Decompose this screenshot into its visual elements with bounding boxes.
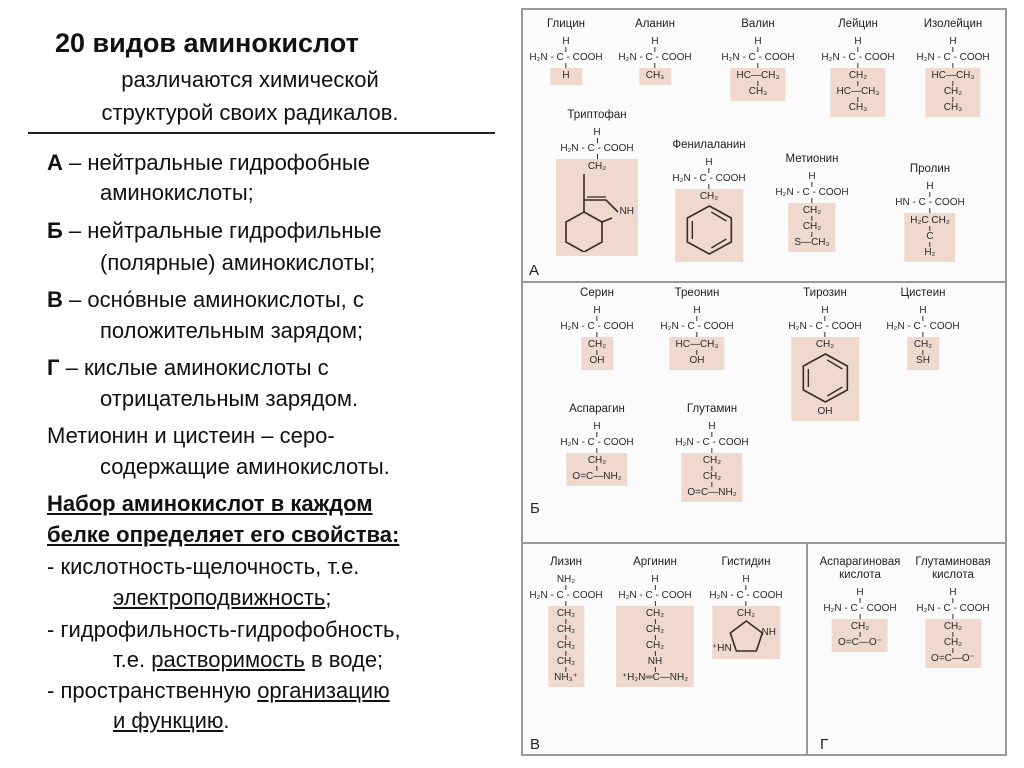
side-chain-radical xyxy=(675,189,743,262)
property-term: электроподвижность xyxy=(113,585,326,610)
group-g-line2: отрицательным зарядом. xyxy=(100,386,359,411)
side-chain-group: S—CH₃ xyxy=(794,237,830,248)
backbone-formula: H₂N - C - COOH xyxy=(529,590,603,601)
side-chain-group: CH₂ xyxy=(943,637,963,648)
group-g-line xyxy=(47,355,329,381)
backbone-formula: H₂N - C - COOH xyxy=(560,437,634,448)
alpha-substituent: H xyxy=(693,305,701,316)
side-chain-group: H xyxy=(562,70,570,81)
amino-acid-structure xyxy=(556,109,638,256)
amino-acid-name: Тирозин xyxy=(803,287,847,299)
side-chain-group: CH₂ xyxy=(587,161,607,172)
property-1-line2 xyxy=(113,585,331,611)
section-divider xyxy=(521,281,1007,283)
side-chain-group: CH₂ xyxy=(943,621,963,632)
amino-acid-structure xyxy=(675,403,748,502)
side-chain-group: CH₃ xyxy=(748,86,768,97)
group-a-line xyxy=(47,150,370,176)
amino-acid-structure xyxy=(820,556,901,652)
side-chain-group: O=C—O⁻ xyxy=(931,653,975,664)
side-chain-group: O=C—NH₂ xyxy=(687,487,737,498)
property-3-line1 xyxy=(47,678,390,704)
alpha-substituent: H xyxy=(651,36,659,47)
backbone-formula: H₂N - C - COOH xyxy=(709,590,783,601)
side-chain-radical xyxy=(550,68,582,85)
backbone-formula: H₂N - C - COOH xyxy=(721,52,795,63)
side-chain-radical xyxy=(712,606,780,659)
side-chain-group: HC—CH₃ xyxy=(675,339,719,350)
imidazole-ring-icon xyxy=(711,619,776,655)
side-chain-group: CH₂ xyxy=(815,339,835,350)
slide-subtitle-line1: различаются химической xyxy=(121,67,379,92)
title-divider xyxy=(28,132,495,134)
amino-acid-structure xyxy=(618,18,691,85)
alpha-substituent: NH₂ xyxy=(556,574,576,585)
alpha-substituent: H xyxy=(562,36,570,47)
amino-acid-name: Гистидин xyxy=(721,556,771,568)
side-chain-group: HC—CH₃ xyxy=(836,86,880,97)
side-chain-group: CH₂ xyxy=(802,221,822,232)
side-chain-group: NH xyxy=(647,656,663,667)
amino-acid-name: Триптофан xyxy=(567,109,627,121)
property-term: и функцию xyxy=(113,708,224,733)
side-chain-group: CH₂ xyxy=(913,339,933,350)
amino-acid-name: Лейцин xyxy=(838,18,878,30)
amino-acid-name: Глутамин xyxy=(686,403,738,415)
side-chain-radical xyxy=(556,159,638,256)
group-letter: А xyxy=(47,150,63,175)
side-chain-group: CH₂ xyxy=(645,608,665,619)
backbone-formula: H₂N - C - COOH xyxy=(886,321,960,332)
alpha-substituent: H xyxy=(593,421,601,432)
amino-acid-name: Аргинин xyxy=(633,556,677,568)
section-divider-vertical xyxy=(806,543,808,756)
amino-acid-name: Пролин xyxy=(909,163,951,175)
amino-acid-name: Аспарагин xyxy=(569,403,625,415)
section-letter-g: Г xyxy=(820,736,829,753)
property-text: . xyxy=(223,708,230,733)
backbone-formula: H₂N - C - COOH xyxy=(672,173,746,184)
backbone-formula: H₂N - C - COOH xyxy=(660,321,734,332)
amino-acid-structure xyxy=(529,18,602,85)
side-chain-radical xyxy=(791,337,859,421)
group-letter: В xyxy=(47,287,63,312)
alpha-substituent: H xyxy=(854,36,862,47)
side-chain-group: CH₂ xyxy=(556,640,576,651)
backbone-formula: H₂N - C - COOH xyxy=(529,52,603,63)
alpha-substituent: H xyxy=(919,305,927,316)
side-chain-group: OH xyxy=(689,355,705,366)
side-chain-radical xyxy=(904,213,955,262)
benzene-ring-icon xyxy=(681,202,737,258)
side-chain-radical xyxy=(731,68,786,101)
group-v-line xyxy=(47,287,364,313)
side-chain-radical xyxy=(566,453,627,486)
ring-label: ⁺HN xyxy=(711,643,732,654)
alpha-substituent: H xyxy=(808,171,816,182)
side-chain-radical xyxy=(831,68,886,117)
benzene-ring-icon xyxy=(797,350,853,406)
ring-label: NH xyxy=(761,627,776,638)
group-text: – кислые аминокислоты с xyxy=(59,355,329,380)
amino-acid-structure xyxy=(775,153,848,252)
side-chain-group: CH₂ xyxy=(645,624,665,635)
side-chain-radical xyxy=(907,337,939,370)
ring-label: NH xyxy=(619,206,634,217)
side-chain-group: CH₂ xyxy=(699,191,719,202)
side-chain-group: CH₂ xyxy=(702,471,722,482)
side-chain-group: H₂ xyxy=(924,247,936,258)
section-divider xyxy=(521,542,1007,544)
alpha-substituent: H xyxy=(949,587,957,598)
side-chain-group: C xyxy=(926,231,934,242)
property-3-line2 xyxy=(113,708,230,734)
side-chain-group: CH₂ xyxy=(556,656,576,667)
section-letter-a: А xyxy=(529,262,540,279)
property-2-line1: - гидрофильность-гидрофобность, xyxy=(47,617,401,642)
side-chain-group: CH₂ xyxy=(556,608,576,619)
alpha-substituent: H xyxy=(742,574,750,585)
alpha-substituent: H xyxy=(949,36,957,47)
side-chain-group: CH₂ xyxy=(587,455,607,466)
side-chain-radical xyxy=(832,619,888,652)
amino-acid-structure xyxy=(560,403,633,486)
group-letter: Б xyxy=(47,218,63,243)
alpha-substituent: H xyxy=(651,574,659,585)
group-text: – осно́вные аминокислоты, с xyxy=(62,287,364,312)
amino-acid-name: Глутаминовая кислота xyxy=(915,556,991,581)
backbone-formula: H₂N - C - COOH xyxy=(675,437,749,448)
backbone-formula: H₂N - C - COOH xyxy=(916,52,990,63)
side-chain-group: ⁺H₂N═C—NH₂ xyxy=(621,672,689,683)
amino-acid-structure xyxy=(895,163,964,262)
amino-acid-name: Валин xyxy=(741,18,775,30)
group-letter: Г xyxy=(47,355,60,380)
side-chain-group: H₂C CH₂ xyxy=(910,215,950,226)
properties-heading-line2: белке определяет его свойства: xyxy=(47,522,400,547)
backbone-formula: H₂N - C - COOH xyxy=(821,52,895,63)
side-chain-group: CH₂ xyxy=(702,455,722,466)
section-letter-b: Б xyxy=(530,500,540,517)
amino-acid-name: Метионин xyxy=(785,153,839,165)
side-chain-group: CH₂ xyxy=(645,640,665,651)
side-chain-radical xyxy=(548,606,584,687)
group-a-line2: аминокислоты; xyxy=(100,180,254,205)
side-chain-group: HC—CH₃ xyxy=(736,70,780,81)
amino-acid-name: Изолейцин xyxy=(923,18,983,30)
side-chain-radical xyxy=(926,68,981,117)
side-chain-radical xyxy=(581,337,613,370)
group-text: – нейтральные гидрофильные xyxy=(62,218,382,243)
alpha-substituent: H xyxy=(821,305,829,316)
backbone-formula: H₂N - C - COOH xyxy=(788,321,862,332)
amino-acid-structure xyxy=(821,18,894,117)
side-chain-radical xyxy=(670,337,725,370)
backbone-formula: H₂N - C - COOH xyxy=(916,603,990,614)
side-chain-group: CH₃ xyxy=(943,102,963,113)
backbone-formula: H₂N - C - COOH xyxy=(775,187,849,198)
property-1-line1: - кислотность-щелочность, т.е. xyxy=(47,554,360,579)
property-term: организацию xyxy=(257,678,390,703)
amino-acid-name: Треонин xyxy=(674,287,720,299)
backbone-formula: HN - C - COOH xyxy=(895,197,965,208)
slide-subtitle-line2: структурой своих радикалов. xyxy=(101,100,399,125)
group-v-line2: положительным зарядом; xyxy=(100,318,364,343)
side-chain-group: CH₂ xyxy=(848,70,868,81)
backbone-formula: H₂N - C - COOH xyxy=(618,590,692,601)
side-chain-group: CH₂ xyxy=(736,608,756,619)
group-text: – нейтральные гидрофобные xyxy=(62,150,370,175)
amino-acid-structure xyxy=(709,556,782,659)
sulfur-note-line1: Метионин и цистеин – серо- xyxy=(47,423,335,448)
property-text: т.е. xyxy=(113,647,152,672)
side-chain-group: CH₂ xyxy=(802,205,822,216)
alpha-substituent: H xyxy=(593,127,601,138)
side-chain-group: O=C—NH₂ xyxy=(572,471,622,482)
side-chain-group: OH xyxy=(817,406,833,417)
amino-acid-structure xyxy=(721,18,794,101)
side-chain-group: SH xyxy=(916,355,930,366)
property-2-line2 xyxy=(113,647,383,673)
amino-acid-name: Аспарагиновая кислота xyxy=(819,556,901,581)
side-chain-group: CH₂ xyxy=(850,621,870,632)
amino-acid-name: Лизин xyxy=(549,556,583,568)
indole-ring-icon xyxy=(562,172,632,252)
side-chain-radical xyxy=(616,606,694,687)
group-b-line xyxy=(47,218,382,244)
alpha-substituent: H xyxy=(705,157,713,168)
amino-acid-structure xyxy=(529,556,602,687)
side-chain-group: CH₂ xyxy=(587,339,607,350)
amino-acid-structure xyxy=(616,556,694,687)
side-chain-radical xyxy=(639,68,671,85)
property-term: растворимость xyxy=(151,647,305,672)
slide-title: 20 видов аминокислот xyxy=(55,28,359,58)
amino-acid-structure xyxy=(660,287,733,370)
side-chain-group: CH₃ xyxy=(645,70,665,81)
amino-acid-structure xyxy=(672,139,745,262)
amino-acid-structure xyxy=(916,18,989,117)
property-text: - пространственную xyxy=(47,678,258,703)
backbone-formula: H₂N - C - COOH xyxy=(618,52,692,63)
backbone-formula: H₂N - C - COOH xyxy=(560,143,634,154)
amino-acid-structure xyxy=(560,287,633,370)
amino-acid-name: Цистеин xyxy=(900,287,946,299)
side-chain-radical xyxy=(681,453,742,502)
side-chain-group: O=C—O⁻ xyxy=(838,637,882,648)
alpha-substituent: H xyxy=(926,181,934,192)
section-letter-v: В xyxy=(530,736,541,753)
side-chain-group: CH₂ xyxy=(943,86,963,97)
side-chain-group: HC—CH₃ xyxy=(931,70,975,81)
side-chain-radical xyxy=(788,203,835,252)
property-text: в воде; xyxy=(304,647,384,672)
backbone-formula: H₂N - C - COOH xyxy=(560,321,634,332)
properties-heading-line1: Набор аминокислот в каждом xyxy=(47,491,373,516)
side-chain-group: CH₃ xyxy=(848,102,868,113)
amino-acid-structure xyxy=(915,556,990,668)
amino-acid-structure xyxy=(788,287,861,421)
side-chain-radical xyxy=(925,619,981,668)
amino-acid-name: Фенилаланин xyxy=(672,139,746,151)
amino-acid-name: Глицин xyxy=(546,18,586,30)
group-b-line2: (полярные) аминокислоты; xyxy=(100,250,376,275)
side-chain-group: OH xyxy=(589,355,605,366)
alpha-substituent: H xyxy=(593,305,601,316)
alpha-substituent: H xyxy=(708,421,716,432)
amino-acid-name: Аланин xyxy=(635,18,675,30)
side-chain-group: NH₃⁺ xyxy=(554,672,578,683)
property-text: ; xyxy=(325,585,332,610)
amino-acid-name: Серин xyxy=(580,287,614,299)
side-chain-group: CH₂ xyxy=(556,624,576,635)
backbone-formula: H₂N - C - COOH xyxy=(823,603,897,614)
sulfur-note-line2: содержащие аминокислоты. xyxy=(100,454,390,479)
alpha-substituent: H xyxy=(754,36,762,47)
alpha-substituent: H xyxy=(856,587,864,598)
amino-acid-structure xyxy=(886,287,959,370)
